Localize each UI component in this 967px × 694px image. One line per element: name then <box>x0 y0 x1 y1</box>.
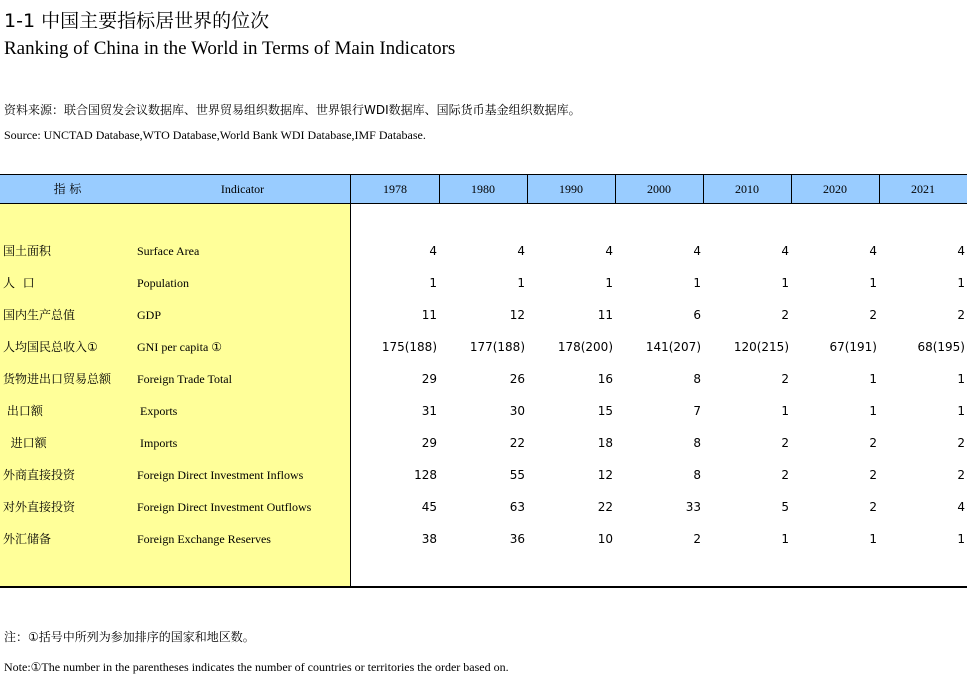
rank-cell-2021: 4 <box>957 500 965 514</box>
rank-cell-1990: 10 <box>597 532 613 546</box>
rank-cell-2021: 2 <box>957 308 965 322</box>
rank-cell-1990: 16 <box>597 372 613 386</box>
rank-cell-2020: 1 <box>869 276 877 290</box>
rank-cell-2021: 1 <box>957 372 965 386</box>
rank-cell-2021: 1 <box>957 404 965 418</box>
indicator-label-en: GNI per capita ① <box>137 340 223 354</box>
rank-cell-2000: 8 <box>693 468 701 482</box>
year-header-2020: 2020 <box>823 182 847 196</box>
header-column-divider <box>879 174 880 204</box>
rank-cell-2000: 8 <box>693 436 701 450</box>
indicator-label-cn: 国土面积 <box>3 244 52 258</box>
indicator-label-en: Foreign Direct Investment Inflows <box>137 468 304 482</box>
rank-cell-2000: 6 <box>693 308 701 322</box>
rank-cell-1980: 1 <box>517 276 525 290</box>
rank-cell-1978: 31 <box>421 404 437 418</box>
rank-cell-1980: 177(188) <box>469 340 525 354</box>
rank-cell-1990: 1 <box>605 276 613 290</box>
rank-cell-2020: 1 <box>869 532 877 546</box>
rank-cell-1978: 38 <box>421 532 437 546</box>
rank-cell-1978: 4 <box>429 244 437 258</box>
rank-cell-2010: 2 <box>781 436 789 450</box>
rank-cell-2020: 1 <box>869 404 877 418</box>
indicator-label-cn: 对外直接投资 <box>3 500 76 514</box>
rank-cell-1978: 175(188) <box>381 340 437 354</box>
rank-cell-2000: 33 <box>685 500 701 514</box>
header-column-divider <box>703 174 704 204</box>
rank-cell-1990: 12 <box>597 468 613 482</box>
rank-cell-1978: 29 <box>421 436 437 450</box>
rank-cell-2010: 5 <box>781 500 789 514</box>
rank-cell-2020: 67(191) <box>829 340 877 354</box>
rank-cell-2010: 1 <box>781 532 789 546</box>
rank-cell-2021: 2 <box>957 436 965 450</box>
rank-cell-2020: 2 <box>869 468 877 482</box>
indicator-label-cn: 人均国民总收入① <box>3 340 98 354</box>
header-indicator-en: Indicator <box>220 182 265 196</box>
indicator-label-en: GDP <box>137 308 162 322</box>
rank-cell-2020: 2 <box>869 436 877 450</box>
header-column-divider <box>350 174 351 204</box>
rank-cell-2020: 2 <box>869 308 877 322</box>
header-column-divider <box>615 174 616 204</box>
source-note-cn: 资料来源：联合国贸发会议数据库、世界贸易组织数据库、世界银行WDI数据库、国际货币基金组织数据库。 <box>4 103 581 117</box>
table-bottom-rule <box>0 586 967 588</box>
rank-cell-2010: 120(215) <box>733 340 789 354</box>
rank-cell-1990: 178(200) <box>557 340 613 354</box>
rank-cell-1978: 1 <box>429 276 437 290</box>
rank-cell-1980: 55 <box>509 468 525 482</box>
rank-cell-1980: 12 <box>509 308 525 322</box>
rank-cell-1980: 63 <box>509 500 525 514</box>
page-title-cn: 1-1 中国主要指标居世界的位次 <box>4 10 270 32</box>
indicator-label-cn: 人 口 <box>3 276 35 290</box>
indicator-label-cn: 国内生产总值 <box>3 308 76 322</box>
rank-cell-1990: 18 <box>597 436 613 450</box>
rank-cell-1980: 30 <box>509 404 525 418</box>
indicator-label-en: Foreign Exchange Reserves <box>137 532 271 546</box>
rank-cell-1980: 22 <box>509 436 525 450</box>
indicator-label-en: Surface Area <box>137 244 200 258</box>
source-note-en: Source: UNCTAD Database,WTO Database,World Bank WDI Database,IMF Database. <box>4 128 426 142</box>
rank-cell-2010: 2 <box>781 308 789 322</box>
year-header-2000: 2000 <box>647 182 671 196</box>
rank-cell-1980: 26 <box>509 372 525 386</box>
rank-cell-2000: 2 <box>693 532 701 546</box>
rank-cell-2000: 1 <box>693 276 701 290</box>
rank-cell-1990: 15 <box>597 404 613 418</box>
rank-cell-2000: 141(207) <box>645 340 701 354</box>
rank-cell-2010: 2 <box>781 372 789 386</box>
rank-cell-1990: 4 <box>605 244 613 258</box>
rank-cell-1978: 128 <box>414 468 437 482</box>
rank-cell-2010: 2 <box>781 468 789 482</box>
rank-cell-2010: 1 <box>781 276 789 290</box>
rank-cell-2000: 7 <box>693 404 701 418</box>
rank-cell-1978: 29 <box>421 372 437 386</box>
rank-cell-2000: 4 <box>693 244 701 258</box>
indicator-label-cn: 外汇储备 <box>3 532 52 546</box>
rank-cell-2020: 2 <box>869 500 877 514</box>
header-indicator-cn: 指 标 <box>53 182 82 196</box>
year-header-1990: 1990 <box>559 182 583 196</box>
year-header-2010: 2010 <box>735 182 759 196</box>
rank-cell-2021: 1 <box>957 532 965 546</box>
indicator-label-en: Foreign Trade Total <box>137 372 232 386</box>
footnote-cn: 注：①括号中所列为参加排序的国家和地区数。 <box>4 630 255 644</box>
rank-cell-1980: 4 <box>517 244 525 258</box>
rank-cell-1978: 45 <box>421 500 437 514</box>
rank-cell-2010: 1 <box>781 404 789 418</box>
rank-cell-1990: 11 <box>597 308 613 322</box>
indicator-label-en: Imports <box>137 436 178 450</box>
rank-cell-2021: 4 <box>957 244 965 258</box>
rank-cell-2000: 8 <box>693 372 701 386</box>
year-header-1980: 1980 <box>471 182 495 196</box>
footnote-en: Note:①The number in the parentheses indicates the number of countries or territories the order based on. <box>4 660 509 674</box>
rank-cell-1978: 11 <box>421 308 437 322</box>
year-header-1978: 1978 <box>383 182 407 196</box>
indicator-label-cn: 出口额 <box>3 404 43 418</box>
rank-cell-2021: 68(195) <box>917 340 965 354</box>
indicator-label-en: Exports <box>137 404 178 418</box>
indicator-label-en: Population <box>137 276 190 290</box>
rank-cell-1990: 22 <box>597 500 613 514</box>
page-title-en: Ranking of China in the World in Terms of Main Indicators <box>4 38 456 59</box>
rank-cell-2020: 1 <box>869 372 877 386</box>
rank-cell-2010: 4 <box>781 244 789 258</box>
rank-cell-2021: 2 <box>957 468 965 482</box>
indicator-label-cn: 外商直接投资 <box>3 468 76 482</box>
year-header-2021: 2021 <box>911 182 935 196</box>
header-column-divider <box>791 174 792 204</box>
indicator-label-cn: 进口额 <box>3 436 47 450</box>
indicator-label-cn: 货物进出口贸易总额 <box>3 372 112 386</box>
header-column-divider <box>527 174 528 204</box>
rank-cell-2021: 1 <box>957 276 965 290</box>
rank-cell-1980: 36 <box>509 532 525 546</box>
header-column-divider <box>439 174 440 204</box>
indicator-label-en: Foreign Direct Investment Outflows <box>137 500 312 514</box>
rank-cell-2020: 4 <box>869 244 877 258</box>
